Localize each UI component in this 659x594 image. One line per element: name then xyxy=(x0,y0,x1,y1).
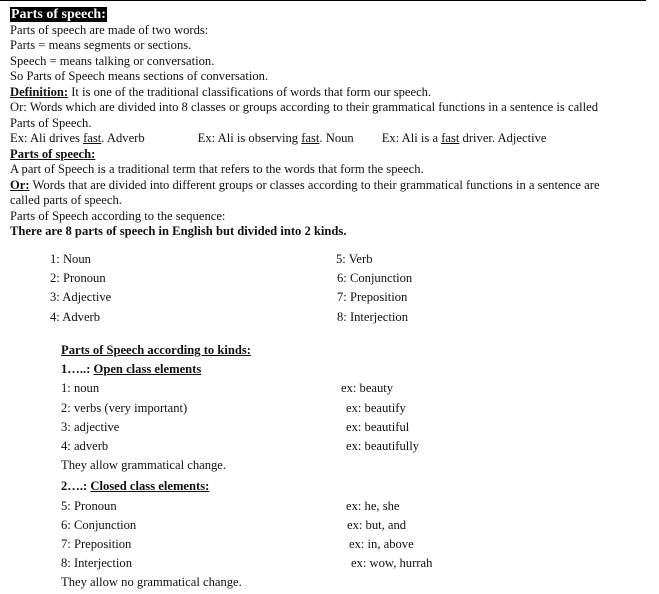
open-item-example: ex: beauty xyxy=(341,381,394,396)
sequence-line: Parts of Speech according to the sequence: xyxy=(10,208,226,223)
sequence-item: 1: Noun xyxy=(50,252,91,266)
kinds-line: There are 8 parts of speech in English but divided into 2 kinds. xyxy=(10,224,347,238)
definition-or-text: Or: Words which are divided into 8 classes or groups according to their grammatical functions in a sentence is called Parts of Speech. xyxy=(10,100,599,130)
sequence-item: 2: Pronoun xyxy=(50,271,106,286)
sequence-item: 3: Adjective xyxy=(50,290,112,305)
open-item-example: ex: beautifully xyxy=(346,438,420,453)
closed-item-example: ex: wow, hurrah xyxy=(351,556,433,571)
section2-or-paragraph xyxy=(10,178,610,209)
kinds-section xyxy=(61,343,481,594)
open-item-name: 1: noun xyxy=(61,381,100,396)
open-item-example: ex: beautiful xyxy=(346,419,410,434)
closed-class-heading: 2….: Closed class elements: xyxy=(61,479,210,494)
example-3: Ex: Ali is a fast driver. Adjective xyxy=(381,131,547,145)
closed-item-name: 8: Interjection xyxy=(61,556,132,571)
example-2: Ex: Ali is observing fast. Noun xyxy=(197,131,354,145)
closed-item-name: 6: Conjunction xyxy=(61,517,137,532)
definition-label: Definition: xyxy=(10,84,69,99)
open-class-note: They allow grammatical change. xyxy=(61,458,227,473)
document-page xyxy=(10,5,645,240)
example-1: Ex: Ali drives fast. Adverb xyxy=(10,131,145,145)
open-item-name: 4: adverb xyxy=(61,438,109,453)
intro-line: Parts = means segments or sections. xyxy=(10,38,192,52)
open-class-heading: 1…..: Open class elements xyxy=(61,362,202,377)
sequence-item: 7: Preposition xyxy=(337,290,408,305)
closed-item-name: 7: Preposition xyxy=(61,536,132,551)
or-label: Or: xyxy=(10,177,30,192)
intro-title: Parts of speech: xyxy=(11,7,106,22)
open-item-example: ex: beautify xyxy=(346,400,406,415)
closed-item-example: ex: but, and xyxy=(347,517,407,532)
section2-heading: Parts of speech: xyxy=(10,146,96,161)
closed-item-example: ex: he, she xyxy=(346,498,400,513)
closed-item-name: 5: Pronoun xyxy=(61,498,117,513)
sequence-list xyxy=(50,252,500,329)
intro-line: So Parts of Speech means sections of conversation. xyxy=(10,69,269,83)
kinds-heading: Parts of Speech according to kinds: xyxy=(61,343,251,357)
closed-class-note: They allow no grammatical change. xyxy=(61,575,242,590)
sequence-item: 8: Interjection xyxy=(337,309,408,324)
open-item-name: 2: verbs (very important) xyxy=(61,400,188,415)
section2-line: A part of Speech is a traditional term that refers to the words that form the speech. xyxy=(10,162,424,176)
definition-text: It is one of the traditional classifications of words that form our speech. xyxy=(68,84,432,99)
sequence-item: 4: Adverb xyxy=(50,309,101,324)
intro-line: Speech = means talking or conversation. xyxy=(10,53,215,68)
intro-title-line xyxy=(10,7,645,23)
open-item-name: 3: adjective xyxy=(61,419,120,434)
closed-item-example: ex: in, above xyxy=(349,536,414,551)
sequence-item: 6: Conjunction xyxy=(337,271,413,286)
examples-row xyxy=(10,131,645,147)
top-border-line xyxy=(0,0,646,1)
or-text: Words that are divided into different groups or classes according to their grammatical functions in a sentence are called parts of speech. xyxy=(10,177,600,207)
intro-line: Parts of speech are made of two words: xyxy=(10,22,209,37)
definition-line xyxy=(10,85,645,101)
sequence-item: 5: Verb xyxy=(336,252,373,266)
